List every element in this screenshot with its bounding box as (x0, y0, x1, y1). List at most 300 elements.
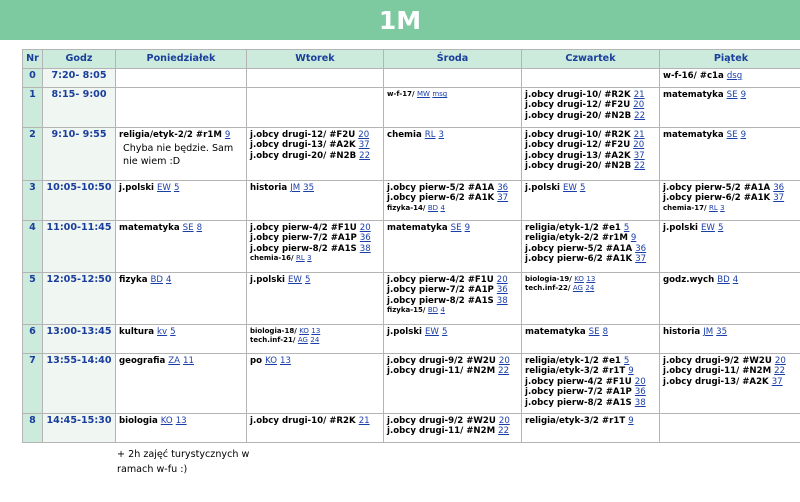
lesson-entry (525, 387, 656, 397)
room-link[interactable]: 20 (359, 223, 371, 233)
lesson-cell (660, 414, 800, 443)
room-link[interactable]: 4 (732, 275, 739, 285)
subject-label: religia/etyk-3/2 #r1T (525, 416, 626, 426)
page-title: 1M (0, 0, 800, 40)
teacher-link[interactable]: KO (299, 327, 309, 335)
lesson-entry (119, 130, 243, 140)
subject-label: kultura (119, 327, 155, 337)
room-link[interactable]: 24 (310, 336, 320, 344)
lesson-entry (387, 90, 518, 99)
lesson-entry (663, 327, 799, 337)
lesson-cell (660, 325, 800, 354)
lesson-entry (525, 233, 656, 243)
lesson-cell (384, 181, 522, 221)
teacher-link[interactable]: BD (150, 275, 164, 285)
lesson-number: 4 (23, 221, 43, 273)
room-link[interactable]: 22 (634, 110, 646, 121)
teacher-link[interactable]: KO (160, 416, 173, 426)
room-link[interactable]: 36 (773, 183, 785, 193)
lesson-row (23, 88, 800, 128)
header-piatek: Piątek (660, 50, 800, 69)
room-link[interactable]: 5 (304, 275, 311, 285)
lesson-entry (387, 183, 518, 193)
subject-label: j.obcy drugi-10/ #R2K (250, 416, 356, 426)
lesson-row (23, 273, 800, 325)
lesson-cell (522, 128, 660, 181)
teacher-link[interactable]: MW (416, 90, 430, 98)
header-wtorek: Wtorek (247, 50, 384, 69)
room-link[interactable]: 20 (774, 356, 786, 366)
teacher-link[interactable]: KO (574, 275, 584, 283)
teacher-link[interactable]: AG (297, 336, 308, 344)
room-link[interactable]: 37 (497, 193, 509, 204)
room-link[interactable]: 5 (170, 327, 176, 337)
teacher-link[interactable]: EW (563, 183, 577, 193)
subject-label: j.obcy drugi-12/ #F2U (525, 140, 631, 151)
lesson-cell (522, 414, 660, 443)
subject-label: j.obcy pierw-5/2 #A1A (525, 243, 633, 254)
teacher-link[interactable]: ZA (168, 356, 181, 366)
lesson-cell (660, 128, 800, 181)
lesson-cell (116, 354, 247, 414)
subject-label: j.obcy drugi-9/2 #W2U (663, 356, 772, 366)
subject-label: j.obcy pierw-4/2 #F1U (250, 223, 357, 233)
lesson-cell (522, 325, 660, 354)
lesson-cell (247, 414, 384, 443)
room-link[interactable]: 13 (311, 327, 321, 335)
lesson-cell (116, 181, 247, 221)
lesson-entry (525, 398, 656, 408)
lesson-entry (250, 275, 380, 285)
room-link[interactable]: 21 (358, 416, 370, 426)
room-link[interactable]: 5 (579, 183, 586, 193)
header-godz: Godz (43, 50, 116, 69)
teacher-link[interactable]: EW (425, 327, 439, 337)
header-sroda: Środa (384, 50, 522, 69)
lesson-row (23, 181, 800, 221)
lesson-number: 1 (23, 88, 43, 128)
lesson-entry (525, 244, 656, 254)
subject-label: j.obcy pierw-8/2 #A1S (250, 243, 357, 254)
lesson-entry (663, 71, 799, 81)
lesson-entry (387, 366, 518, 376)
room-link[interactable]: 36 (635, 243, 647, 254)
subject-label: j.obcy drugi-13/ #A2K (525, 150, 631, 161)
lesson-cell (247, 325, 384, 354)
lesson-entry (387, 356, 518, 366)
room-link[interactable]: 5 (173, 183, 180, 193)
lesson-entry (525, 327, 656, 337)
room-link[interactable]: 36 (634, 387, 646, 398)
subject-label: j.obcy drugi-20/ #N2B (525, 161, 632, 172)
lesson-cell (522, 69, 660, 88)
header-czwartek: Czwartek (522, 50, 660, 69)
lesson-entry (387, 193, 518, 203)
lesson-cell (116, 69, 247, 88)
lesson-entry (387, 327, 518, 337)
subject-label: po (250, 356, 263, 366)
header-nr: Nr (23, 50, 43, 69)
lesson-cell (247, 181, 384, 221)
lesson-entry (250, 254, 380, 263)
lesson-cell (116, 128, 247, 181)
lesson-cell (522, 181, 660, 221)
subject-label: chemia (387, 130, 422, 140)
subject-label: j.polski (525, 183, 560, 193)
lesson-cell (660, 221, 800, 273)
subject-label: godz.wych (663, 275, 715, 285)
lesson-entry (250, 356, 380, 366)
teacher-link[interactable]: AG (572, 284, 583, 292)
room-link[interactable]: 4 (440, 306, 445, 315)
lesson-entry (387, 223, 518, 233)
subject-label: chemia-16/ (250, 254, 294, 263)
lesson-cell (116, 221, 247, 273)
room-link[interactable]: 38 (496, 295, 508, 306)
subject-label: j.obcy drugi-13/ #A2K (663, 376, 769, 387)
room-link[interactable]: msg (432, 90, 448, 98)
room-link[interactable]: 21 (633, 130, 645, 140)
lesson-time: 14:45-15:30 (43, 414, 116, 443)
lesson-entry (525, 254, 656, 264)
subject-label: matematyka (387, 223, 448, 233)
lesson-entry (663, 90, 799, 100)
subject-label: j.obcy drugi-20/ #N2B (525, 110, 632, 121)
subject-label: j.obcy pierw-7/2 #A1P (387, 285, 494, 296)
room-link[interactable]: 20 (634, 376, 646, 387)
lesson-entry (525, 151, 656, 161)
lesson-cell (116, 325, 247, 354)
room-link[interactable]: 4 (440, 203, 445, 212)
room-link[interactable]: 37 (773, 193, 785, 204)
subject-label: j.obcy pierw-6/2 #A1K (525, 254, 633, 265)
subject-label: j.obcy pierw-5/2 #A1A (387, 183, 495, 193)
lesson-cell (247, 88, 384, 128)
room-link[interactable]: 3 (307, 254, 312, 263)
subject-label: matematyka (525, 327, 586, 337)
subject-label: biologia-18/ (250, 327, 297, 335)
teacher-link[interactable]: EW (157, 183, 171, 193)
subject-label: j.obcy drugi-13/ #A2K (250, 140, 356, 151)
subject-label: fizyka-15/ (387, 306, 426, 315)
subject-label: biologia (119, 416, 158, 426)
room-link[interactable]: 8 (602, 327, 609, 337)
lesson-number: 3 (23, 181, 43, 221)
subject-label: historia (663, 327, 701, 337)
subject-label: geografia (119, 356, 166, 366)
lesson-cell (660, 354, 800, 414)
subject-label: j.obcy pierw-7/2 #A1P (250, 233, 357, 244)
lesson-cell (116, 273, 247, 325)
subject-label: religia/etyk-1/2 #e1 (525, 223, 621, 233)
room-link[interactable]: 35 (716, 327, 728, 337)
lesson-entry (525, 223, 656, 233)
lesson-entry (250, 233, 380, 243)
lesson-time: 11:00-11:45 (43, 221, 116, 273)
lesson-entry (387, 130, 518, 140)
lesson-row (23, 414, 800, 443)
subject-label: j.polski (663, 223, 698, 233)
lesson-cell (660, 273, 800, 325)
subject-label: j.obcy pierw-4/2 #F1U (525, 376, 632, 387)
teacher-link[interactable]: RL (295, 254, 305, 263)
subject-label: j.obcy pierw-6/2 #A1K (387, 193, 495, 204)
lesson-entry (525, 275, 656, 284)
subject-label: chemia-17/ (663, 203, 707, 212)
lesson-entry (250, 336, 380, 345)
lesson-row (23, 69, 800, 88)
room-link[interactable]: 8 (196, 223, 203, 233)
lesson-time: 10:05-10:50 (43, 181, 116, 221)
room-link[interactable]: 4 (166, 275, 172, 285)
subject-label: j.obcy drugi-11/ #N2M (387, 366, 496, 377)
room-link[interactable]: 9 (628, 416, 634, 426)
lesson-entry (663, 183, 799, 193)
room-link[interactable]: 35 (303, 183, 315, 193)
subject-label: tech.inf-21/ (250, 336, 296, 344)
subject-label: biologia-19/ (525, 275, 572, 283)
lesson-entry (525, 284, 656, 293)
room-link[interactable]: 3 (438, 130, 444, 140)
lesson-entry (250, 244, 380, 254)
lesson-cell (384, 325, 522, 354)
subject-label: j.obcy drugi-9/2 #W2U (387, 416, 496, 426)
teacher-link[interactable]: kv (157, 327, 168, 337)
subject-label: j.obcy pierw-4/2 #F1U (387, 275, 494, 285)
lesson-entry (663, 356, 799, 366)
room-link[interactable]: 13 (586, 275, 596, 283)
room-link[interactable]: 20 (633, 100, 645, 111)
teacher-link[interactable]: SE (182, 223, 194, 233)
room-link[interactable]: 37 (633, 150, 645, 161)
lesson-cell (522, 354, 660, 414)
header-poniedzialek: Poniedziałek (116, 50, 247, 69)
lesson-cell (522, 221, 660, 273)
lesson-time: 7:20- 8:05 (43, 69, 116, 88)
lesson-cell (384, 354, 522, 414)
lesson-number: 2 (23, 128, 43, 181)
lesson-entry (387, 416, 518, 426)
room-link[interactable]: 37 (771, 376, 783, 387)
room-link[interactable]: 5 (623, 356, 630, 366)
lesson-row (23, 128, 800, 181)
lesson-entry (250, 140, 380, 150)
teacher-link[interactable]: SE (726, 130, 738, 140)
teacher-link[interactable]: EW (701, 223, 715, 233)
subject-label: religia/etyk-2/2 #r1M (119, 130, 222, 140)
lesson-entry (387, 426, 518, 436)
lesson-entry (387, 204, 518, 213)
lesson-number: 5 (23, 273, 43, 325)
lesson-cell (116, 88, 247, 128)
teacher-link[interactable]: RL (708, 203, 718, 212)
subject-label: fizyka-14/ (387, 203, 426, 212)
lesson-number: 6 (23, 325, 43, 354)
lesson-entry (663, 223, 799, 233)
teacher-link[interactable]: RL (424, 130, 436, 140)
lesson-entry (525, 377, 656, 387)
lesson-cell (660, 181, 800, 221)
lesson-time: 8:15- 9:00 (43, 88, 116, 128)
lesson-entry (525, 161, 656, 171)
room-link[interactable]: 24 (585, 284, 595, 292)
room-link[interactable]: 38 (634, 397, 646, 408)
subject-label: fizyka (119, 275, 148, 285)
teacher-link[interactable]: SE (450, 223, 462, 233)
subject-label: matematyka (663, 130, 724, 140)
subject-label: j.obcy drugi-9/2 #W2U (387, 356, 496, 366)
subject-label: matematyka (663, 90, 724, 100)
lesson-cell (660, 88, 800, 128)
lesson-entry (663, 377, 799, 387)
teacher-link[interactable]: JM (290, 183, 301, 193)
room-link[interactable]: 22 (498, 366, 510, 377)
room-link[interactable]: 37 (635, 254, 647, 265)
subject-label: j.obcy drugi-12/ #F2U (525, 100, 631, 111)
lesson-entry (250, 151, 380, 161)
room-link[interactable]: 13 (280, 356, 291, 366)
lesson-entry (525, 90, 656, 100)
subject-label: j.obcy pierw-6/2 #A1K (663, 193, 771, 204)
room-link[interactable]: 9 (464, 223, 471, 233)
lesson-number: 7 (23, 354, 43, 414)
lesson-entry (525, 100, 656, 110)
subject-label: religia/etyk-3/2 #r1T (525, 366, 626, 377)
lesson-cell (384, 221, 522, 273)
teacher-link[interactable]: SE (588, 327, 600, 337)
teacher-link[interactable]: SE (726, 90, 738, 100)
lesson-entry (250, 327, 380, 336)
lesson-number: 8 (23, 414, 43, 443)
lesson-cell (384, 69, 522, 88)
room-link[interactable]: 11 (183, 356, 194, 366)
lesson-entry (387, 306, 518, 315)
room-link[interactable]: 9 (628, 366, 634, 377)
room-link[interactable]: 22 (774, 366, 786, 377)
subject-label: j.obcy drugi-11/ #N2M (387, 426, 496, 437)
room-link[interactable]: 5 (441, 327, 448, 337)
subject-label: j.obcy drugi-10/ #R2K (525, 90, 631, 100)
lesson-cell (384, 273, 522, 325)
lesson-cell (247, 221, 384, 273)
room-link[interactable]: 9 (740, 130, 747, 140)
lesson-entry (119, 416, 243, 426)
subject-label: j.polski (119, 183, 154, 193)
teacher-link[interactable]: JM (703, 327, 714, 337)
lesson-entry (525, 416, 656, 426)
footer-note: + 2h zajęć turystycznych w ramach w-fu :) (117, 449, 250, 475)
room-link[interactable]: 20 (358, 130, 370, 140)
subject-label: j.obcy pierw-7/2 #A1P (525, 387, 632, 398)
room-link[interactable]: 20 (498, 416, 510, 426)
room-link[interactable]: 20 (498, 356, 510, 366)
lesson-entry (525, 140, 656, 150)
lesson-cell (247, 273, 384, 325)
lesson-cell (384, 414, 522, 443)
room-link[interactable]: 38 (359, 243, 371, 254)
lesson-cell (384, 128, 522, 181)
subject-label: j.obcy drugi-11/ #N2M (663, 366, 772, 377)
lesson-entry (663, 366, 799, 376)
room-link[interactable]: 9 (740, 90, 747, 100)
lesson-entry (387, 285, 518, 295)
lesson-cell (247, 69, 384, 88)
teacher-link[interactable]: KO (265, 356, 277, 366)
teacher-link[interactable]: BD (427, 306, 439, 315)
subject-label: j.polski (387, 327, 422, 337)
room-link[interactable]: 9 (630, 233, 637, 244)
room-link[interactable]: 3 (720, 203, 725, 212)
lesson-cell (660, 69, 800, 88)
room-link[interactable]: 22 (634, 161, 646, 172)
lesson-entry (119, 327, 243, 337)
teacher-link[interactable]: BD (427, 203, 439, 212)
lesson-cell (247, 128, 384, 181)
lesson-time: 13:55-14:40 (43, 354, 116, 414)
room-link[interactable]: 22 (498, 426, 510, 437)
lesson-time: 9:10- 9:55 (43, 128, 116, 181)
teacher-link[interactable]: BD (717, 275, 730, 285)
lesson-entry (387, 275, 518, 285)
room-link[interactable]: 22 (359, 150, 371, 161)
lesson-cell (116, 414, 247, 443)
lesson-entry (119, 183, 243, 193)
room-link[interactable]: 5 (717, 223, 724, 233)
lesson-entry (119, 275, 243, 285)
lesson-entry (250, 183, 380, 193)
lesson-row (23, 325, 800, 354)
subject-label: historia (250, 183, 288, 193)
room-link[interactable]: 20 (496, 275, 508, 285)
lesson-entry (119, 356, 243, 366)
lesson-number: 0 (23, 69, 43, 88)
subject-label: j.obcy pierw-8/2 #A1S (387, 295, 494, 306)
lesson-entry (387, 296, 518, 306)
lesson-entry (250, 223, 380, 233)
lesson-entry (663, 204, 799, 213)
room-link[interactable]: dsg (726, 71, 743, 81)
subject-label: j.polski (250, 275, 285, 285)
room-link[interactable]: 21 (633, 90, 645, 100)
lesson-row (23, 354, 800, 414)
subject-label: j.obcy pierw-5/2 #A1A (663, 183, 771, 193)
room-link[interactable]: 37 (358, 140, 370, 151)
lesson-entry (663, 193, 799, 203)
subject-label: religia/etyk-1/2 #e1 (525, 356, 621, 366)
room-link[interactable]: 36 (496, 285, 508, 296)
lesson-time: 12:05-12:50 (43, 273, 116, 325)
subject-label: j.obcy pierw-8/2 #A1S (525, 397, 632, 408)
lesson-entry (663, 275, 799, 285)
lesson-entry (525, 356, 656, 366)
lesson-entry (525, 130, 656, 140)
room-link[interactable]: 36 (359, 233, 371, 244)
teacher-link[interactable]: EW (288, 275, 302, 285)
subject-label: w-f-17/ (387, 90, 415, 98)
room-link[interactable]: 5 (623, 223, 630, 233)
subject-label: tech.inf-22/ (525, 284, 571, 292)
room-link[interactable]: 20 (633, 140, 645, 151)
room-link[interactable]: 9 (224, 130, 231, 140)
lesson-note: Chyba nie będzie. Sam nie wiem :D (123, 143, 234, 168)
lesson-entry (663, 130, 799, 140)
room-link[interactable]: 13 (175, 416, 187, 426)
lesson-entry (525, 366, 656, 376)
room-link[interactable]: 36 (497, 183, 509, 193)
subject-label: j.obcy drugi-20/ #N2B (250, 150, 357, 161)
lesson-cell (247, 354, 384, 414)
lesson-entry (250, 130, 380, 140)
